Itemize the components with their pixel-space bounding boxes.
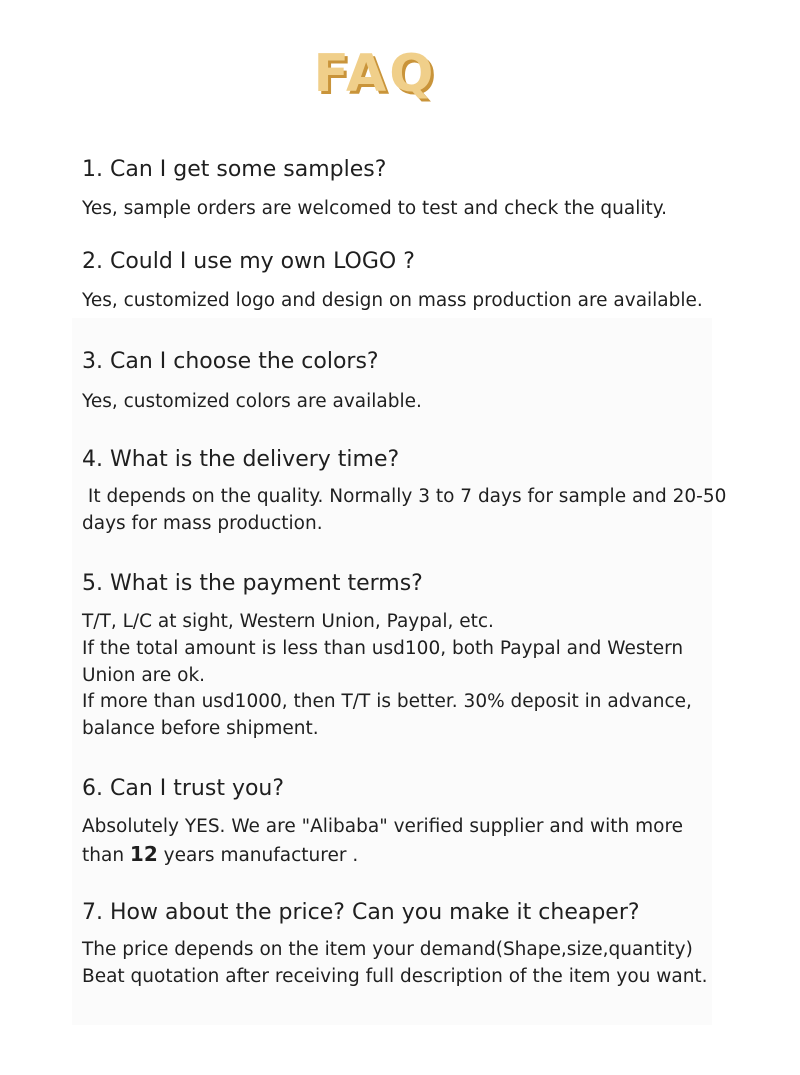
faq-answer-6-suffix: years manufacturer .: [157, 844, 359, 866]
faq-answer-5-line-5: balance before shipment.: [82, 718, 319, 740]
faq-question-6: 6. Can I trust you?: [82, 776, 285, 801]
faq-answer-5-line-2: If the total amount is less than usd100, both Paypal and Western: [82, 637, 684, 659]
faq-question-4: 4. What is the delivery time?: [82, 447, 400, 472]
faq-question-5: 5. What is the payment terms?: [82, 571, 423, 596]
faq-answer-7: [82, 937, 742, 991]
faq-answer-7-line-2: Beat quotation after receiving full description of the item you want.: [82, 965, 708, 987]
faq-answer-6-prefix: than: [82, 844, 130, 866]
faq-answer-7-line-1: The price depends on the item your demand(Shape,size,quantity): [82, 939, 693, 960]
faq-question-1: 1. Can I get some samples?: [82, 157, 387, 182]
faq-answer-5: [82, 609, 742, 743]
faq-answer-4-line-2: days for mass production.: [82, 512, 323, 534]
faq-answer-4: [82, 484, 742, 538]
faq-answer-6-line-1: Absolutely YES. We are "Alibaba" verified supplier and with more: [82, 816, 684, 837]
faq-answer-5-line-1: T/T, L/C at sight, Western Union, Paypal, etc.: [82, 611, 494, 632]
faq-answer-2-line-1: Yes, customized logo and design on mass production are available.: [82, 290, 703, 311]
faq-answer-5-line-3: Union are ok.: [82, 664, 206, 686]
faq-answer-3-line-1: Yes, customized colors are available.: [82, 391, 422, 412]
faq-question-7: 7. How about the price? Can you make it cheaper?: [82, 900, 640, 925]
faq-answer-5-line-4: If more than usd1000, then T/T is better. 30% deposit in advance,: [82, 691, 692, 713]
faq-answer-6: [82, 814, 742, 870]
faq-answer-2: [82, 288, 742, 315]
faq-answer-6-line-2: [82, 841, 742, 870]
years-number: 12: [129, 841, 158, 866]
faq-answer-4-line-1: It depends on the quality. Normally 3 to 7 days for sample and 20-50: [82, 486, 727, 507]
faq-question-2: 2. Could I use my own LOGO ?: [82, 249, 415, 274]
faq-question-3: 3. Can I choose the colors?: [82, 349, 379, 374]
faq-answer-1: [82, 196, 742, 223]
page-title: FAQ: [313, 44, 437, 104]
faq-answer-1-line-1: Yes, sample orders are welcomed to test and check the quality.: [82, 198, 667, 219]
faq-answer-3: [82, 389, 742, 416]
